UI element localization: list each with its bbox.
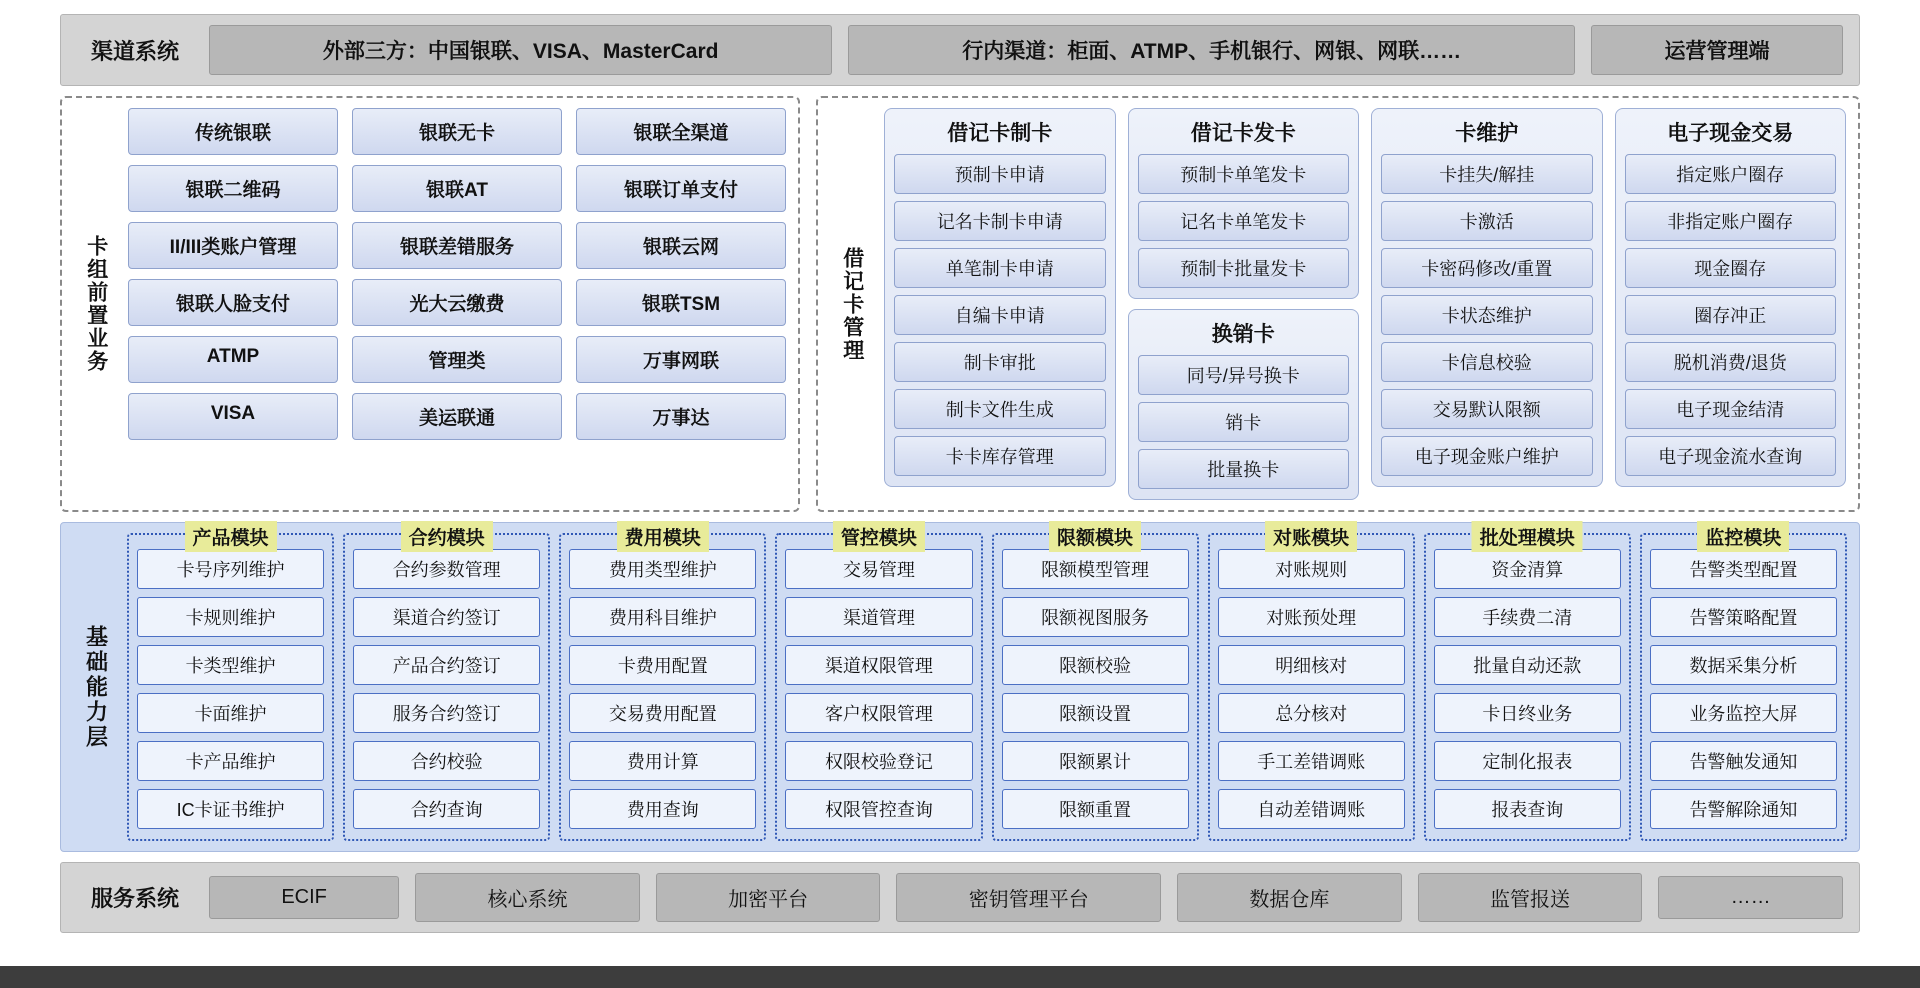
capability-item: 业务监控大屏 bbox=[1650, 693, 1837, 733]
capability-column-title: 合约模块 bbox=[401, 521, 493, 552]
capability-item: 交易管理 bbox=[785, 549, 972, 589]
capability-item: 合约校验 bbox=[353, 741, 540, 781]
group-card-maintenance bbox=[1371, 108, 1603, 487]
architecture-diagram bbox=[0, 14, 1920, 988]
group-card-production bbox=[884, 108, 1116, 487]
group-item: 圈存冲正 bbox=[1625, 295, 1837, 335]
card-org-items-grid bbox=[128, 108, 786, 500]
debit-col-card-maintenance bbox=[1371, 108, 1603, 500]
debit-card-management-panel bbox=[816, 96, 1860, 512]
group-item: 现金圈存 bbox=[1625, 248, 1837, 288]
service-system-title: 服务系统 bbox=[91, 886, 180, 911]
group-items bbox=[1625, 154, 1837, 476]
footer-strip bbox=[0, 966, 1920, 988]
capability-layer-panel bbox=[60, 522, 1860, 852]
capability-item: 对账预处理 bbox=[1218, 597, 1405, 637]
capability-item: 限额设置 bbox=[1002, 693, 1189, 733]
capability-column-fee bbox=[559, 528, 766, 841]
capability-item: 告警解除通知 bbox=[1650, 789, 1837, 829]
capability-item: 告警策略配置 bbox=[1650, 597, 1837, 637]
card-org-item: VISA bbox=[128, 393, 338, 440]
capability-columns bbox=[127, 528, 1847, 841]
card-org-item: 银联云网 bbox=[576, 222, 786, 269]
service-cell-regulatory-reporting: 监管报送 bbox=[1418, 873, 1643, 922]
group-item: 脱机消费/退货 bbox=[1625, 342, 1837, 382]
card-org-item: 万事达 bbox=[576, 393, 786, 440]
card-org-item: II/III类账户管理 bbox=[128, 222, 338, 269]
group-title: 换销卡 bbox=[1211, 323, 1275, 346]
capability-item: 费用计算 bbox=[569, 741, 756, 781]
capability-item: 卡产品维护 bbox=[137, 741, 324, 781]
capability-column-title: 限额模块 bbox=[1049, 521, 1141, 552]
capability-item: 资金清算 bbox=[1434, 549, 1621, 589]
capability-item: 限额模型管理 bbox=[1002, 549, 1189, 589]
capability-item: 手工差错调账 bbox=[1218, 741, 1405, 781]
capability-item: 限额重置 bbox=[1002, 789, 1189, 829]
capability-item: 明细核对 bbox=[1218, 645, 1405, 685]
capability-item: 限额累计 bbox=[1002, 741, 1189, 781]
capability-item: 合约查询 bbox=[353, 789, 540, 829]
group-item: 预制卡单笔发卡 bbox=[1138, 154, 1350, 194]
capability-item: 产品合约签订 bbox=[353, 645, 540, 685]
capability-item: 卡费用配置 bbox=[569, 645, 756, 685]
capability-column-title: 对账模块 bbox=[1265, 521, 1357, 552]
capability-item: 交易费用配置 bbox=[569, 693, 756, 733]
card-org-item: 银联无卡 bbox=[352, 108, 562, 155]
group-items bbox=[1138, 355, 1350, 489]
service-cell-core-system: 核心系统 bbox=[415, 873, 640, 922]
capability-column-reconciliation bbox=[1208, 528, 1415, 841]
card-org-item: 银联TSM bbox=[576, 279, 786, 326]
group-card-replace-cancel bbox=[1128, 309, 1360, 500]
capability-item: 限额校验 bbox=[1002, 645, 1189, 685]
capability-item: 权限校验登记 bbox=[785, 741, 972, 781]
group-card-issuing bbox=[1128, 108, 1360, 299]
capability-item: 卡面维护 bbox=[137, 693, 324, 733]
group-title: 借记卡制卡 bbox=[947, 122, 1053, 145]
capability-item: 告警触发通知 bbox=[1650, 741, 1837, 781]
group-item: 非指定账户圈存 bbox=[1625, 201, 1837, 241]
card-org-item: 银联人脸支付 bbox=[128, 279, 338, 326]
group-item: 卡激活 bbox=[1381, 201, 1593, 241]
capability-item: 卡号序列维护 bbox=[137, 549, 324, 589]
card-org-item: 美运联通 bbox=[352, 393, 562, 440]
capability-column-control bbox=[775, 528, 982, 841]
capability-column-product bbox=[127, 528, 334, 841]
group-item: 预制卡批量发卡 bbox=[1138, 248, 1350, 288]
capability-item: 自动差错调账 bbox=[1218, 789, 1405, 829]
card-org-item: 银联差错服务 bbox=[352, 222, 562, 269]
capability-column-title: 管控模块 bbox=[833, 521, 925, 552]
capability-item: 数据采集分析 bbox=[1650, 645, 1837, 685]
group-item: 制卡审批 bbox=[894, 342, 1106, 382]
service-cell-ecif: ECIF bbox=[209, 876, 399, 919]
group-item: 卡状态维护 bbox=[1381, 295, 1593, 335]
channel-system-title: 渠道系统 bbox=[91, 38, 180, 64]
capability-item: 报表查询 bbox=[1434, 789, 1621, 829]
capability-item: 服务合约签订 bbox=[353, 693, 540, 733]
capability-item: 费用科目维护 bbox=[569, 597, 756, 637]
group-item: 指定账户圈存 bbox=[1625, 154, 1837, 194]
group-items bbox=[894, 154, 1106, 476]
capability-column-limit bbox=[992, 528, 1199, 841]
card-org-item: 银联订单支付 bbox=[576, 165, 786, 212]
group-item: 卡挂失/解挂 bbox=[1381, 154, 1593, 194]
group-ecash-transactions bbox=[1615, 108, 1847, 487]
group-title: 电子现金交易 bbox=[1667, 122, 1794, 145]
capability-item: 定制化报表 bbox=[1434, 741, 1621, 781]
capability-item: 限额视图服务 bbox=[1002, 597, 1189, 637]
debit-col-ecash-transactions bbox=[1615, 108, 1847, 500]
capability-column-title: 批处理模块 bbox=[1472, 521, 1583, 552]
service-system-band bbox=[60, 862, 1860, 933]
service-cell-more: …… bbox=[1658, 876, 1843, 919]
capability-column-title: 费用模块 bbox=[617, 521, 709, 552]
capability-item: 总分核对 bbox=[1218, 693, 1405, 733]
service-cell-encryption-platform: 加密平台 bbox=[656, 873, 881, 922]
capability-item: IC卡证书维护 bbox=[137, 789, 324, 829]
group-item: 记名卡制卡申请 bbox=[894, 201, 1106, 241]
capability-column-batch bbox=[1424, 528, 1631, 841]
group-item: 卡卡库存管理 bbox=[894, 436, 1106, 476]
group-item: 记名卡单笔发卡 bbox=[1138, 201, 1350, 241]
capability-item: 告警类型配置 bbox=[1650, 549, 1837, 589]
group-item: 批量换卡 bbox=[1138, 449, 1350, 489]
group-item: 同号/异号换卡 bbox=[1138, 355, 1350, 395]
capability-item: 费用类型维护 bbox=[569, 549, 756, 589]
card-org-item: 银联全渠道 bbox=[576, 108, 786, 155]
middle-panels-row bbox=[60, 96, 1860, 512]
capability-column-title: 产品模块 bbox=[185, 521, 277, 552]
card-org-item: ATMP bbox=[128, 336, 338, 383]
group-item: 交易默认限额 bbox=[1381, 389, 1593, 429]
card-org-item: 传统银联 bbox=[128, 108, 338, 155]
group-item: 电子现金账户维护 bbox=[1381, 436, 1593, 476]
group-item: 自编卡申请 bbox=[894, 295, 1106, 335]
capability-item: 对账规则 bbox=[1218, 549, 1405, 589]
capability-item: 权限管控查询 bbox=[785, 789, 972, 829]
group-item: 销卡 bbox=[1138, 402, 1350, 442]
card-org-item: 万事网联 bbox=[576, 336, 786, 383]
capability-item: 渠道合约签订 bbox=[353, 597, 540, 637]
group-item: 卡密码修改/重置 bbox=[1381, 248, 1593, 288]
debit-card-management-label: 借记卡管理 bbox=[840, 246, 864, 362]
group-items bbox=[1138, 154, 1350, 288]
capability-item: 卡规则维护 bbox=[137, 597, 324, 637]
card-org-item: 光大云缴费 bbox=[352, 279, 562, 326]
service-cell-key-management-platform: 密钥管理平台 bbox=[896, 873, 1161, 922]
group-item: 预制卡申请 bbox=[894, 154, 1106, 194]
capability-column-monitoring bbox=[1640, 528, 1847, 841]
capability-column-contract bbox=[343, 528, 550, 841]
channel-cell-external-third-party: 外部三方：中国银联、VISA、MasterCard bbox=[209, 25, 832, 75]
group-title: 卡维护 bbox=[1455, 122, 1519, 145]
card-org-front-business-panel bbox=[60, 96, 800, 512]
capability-item: 费用查询 bbox=[569, 789, 756, 829]
capability-item: 合约参数管理 bbox=[353, 549, 540, 589]
debit-col-card-production bbox=[884, 108, 1116, 500]
capability-column-title: 监控模块 bbox=[1697, 521, 1789, 552]
group-item: 单笔制卡申请 bbox=[894, 248, 1106, 288]
channel-cell-internal-channels: 行内渠道：柜面、ATMP、手机银行、网银、网联…… bbox=[848, 25, 1575, 75]
capability-layer-label: 基础能力层 bbox=[83, 624, 109, 750]
capability-item: 渠道权限管理 bbox=[785, 645, 972, 685]
capability-item: 渠道管理 bbox=[785, 597, 972, 637]
group-title: 借记卡发卡 bbox=[1190, 122, 1296, 145]
capability-item: 卡日终业务 bbox=[1434, 693, 1621, 733]
card-org-item: 银联AT bbox=[352, 165, 562, 212]
capability-item: 卡类型维护 bbox=[137, 645, 324, 685]
capability-item: 手续费二清 bbox=[1434, 597, 1621, 637]
card-org-item: 管理类 bbox=[352, 336, 562, 383]
group-item: 卡信息校验 bbox=[1381, 342, 1593, 382]
capability-item: 批量自动还款 bbox=[1434, 645, 1621, 685]
capability-item: 客户权限管理 bbox=[785, 693, 972, 733]
group-item: 电子现金流水查询 bbox=[1625, 436, 1837, 476]
group-items bbox=[1381, 154, 1593, 476]
service-cell-data-warehouse: 数据仓库 bbox=[1177, 873, 1402, 922]
channel-system-band bbox=[60, 14, 1860, 86]
channel-cell-operations-console: 运营管理端 bbox=[1591, 25, 1843, 75]
card-org-front-business-label: 卡组前置业务 bbox=[84, 235, 108, 373]
group-item: 制卡文件生成 bbox=[894, 389, 1106, 429]
group-item: 电子现金结清 bbox=[1625, 389, 1837, 429]
debit-col-card-issuing bbox=[1128, 108, 1360, 500]
card-org-item: 银联二维码 bbox=[128, 165, 338, 212]
debit-card-group-columns bbox=[884, 108, 1846, 500]
